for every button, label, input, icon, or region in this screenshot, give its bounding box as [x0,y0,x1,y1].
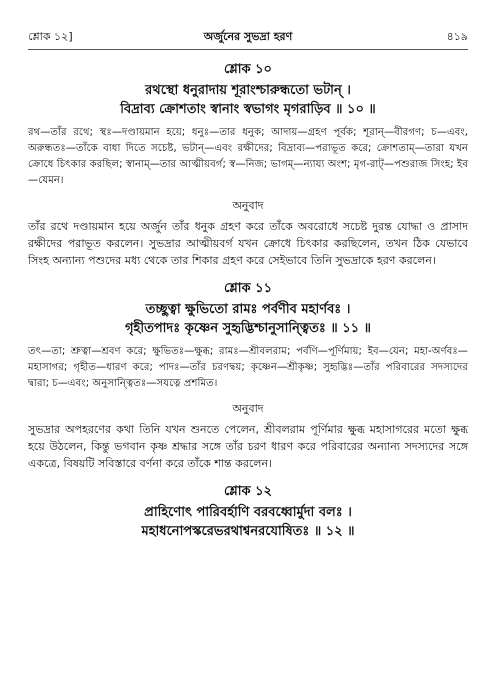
verse-10-translation-title: অনুবাদ [232,199,264,212]
verse-11-title: শ্লোক ১১ [223,281,273,296]
verse-11-translation: সুভদ্রার অপহরণের কথা তিনি যখন শুনতে পেলেন, শ্রীবলরাম পূর্ণিমার ক্ষুব্ধ মহাসাগরের মতো ক্ষুব্ধ হয়ে উঠলেন, কিন্তু ভগবান কৃষ্ণ শ্রদ্ধার সঙ্গে তাঁর চরণ ধারণ করে পরিবারের অন্যান্য সদস্যদের সঙ্গে একত্রে, বিষয়টি সবিস্তারে বর্ণনা করে তাঁকে শান্ত করলেন। [28,423,468,470]
verse-10-synonyms: রথ—তাঁর রথে; স্থঃ—দণ্ডায়মান হয়ে; ধনুঃ—তার ধনুক; আদায়—গ্রহণ পূর্বক; শূরান্—বীরগণ; চ—এবং, অরুন্ধতঃ—তাঁকে বাধা দিতে সচেষ্ট, ভটান্—এবং রক্ষীদের; বিদ্রাব্য—পরাভূত করে; ক্রোশতাম্—তারা যখন ক্রোধে চিৎকার করছিল; স্বানাম্—তার আত্মীয়বর্গ; স্ব—নিজ; ভাগম্—ন্যায্য অংশ; মৃগ-রাট্—পশুরাজ সিংহ; ইব—যেমন। [28,127,468,186]
verse-11-translation-title: অনুবাদ [232,402,264,415]
header-page-number: ৪১৯ [446,30,468,43]
verse-10-translation: তাঁর রথে দণ্ডায়মান হয়ে অর্জুন তাঁর ধনুক গ্রহণ করে তাঁকে অবরোধে সচেষ্ট দুরন্ত যোদ্ধা ও প্রাসাদ রক্ষীদের পরাভূত করলেন। সুভদ্রার আত্মীয়বর্গ যখন ক্রোধে চিৎকার করছিলেন, তখন ঠিক যেভাবে সিংহ অন্যান্য পশুদের মধ্য থেকে তার শিকার গ্রহণ করে সেইভাবে তিনি সুভদ্রাকে হরণ করলেন। [28,220,468,267]
verse-10-line-2: বিদ্রাব্য ক্রোশতাং স্বানাং স্বভাগং মৃগরাড়িব ॥ ১০ ॥ [120,102,376,117]
verse-11-synonyms: তৎ—তা; শ্রুত্বা—শ্রবণ করে; ক্ষুভিতঃ—ক্ষুব্ধ; রামঃ—শ্রীবলরাম; পর্বণি—পূর্ণিমায়; ইব—যেন; মহা-অর্ণবঃ—মহাসাগর; গৃহীত—ধারণ করে; পাদঃ—তাঁর চরণদ্বয়; কৃষ্ণেন—শ্রীকৃষ্ণ; সুহৃদ্ভিঃ—তাঁর পরিবারের সদস্যদের দ্বারা; চ—এবং; অনুসান্ত্বিতঃ—সযত্নে প্রশমিত। [28,346,468,389]
page [28,28,468,541]
verse-12-line-2: মহাধনোপস্করেভরথাশ্বনরযোষিতঃ ॥ ১২ ॥ [141,524,355,539]
header-divider [28,49,468,50]
header-chapter-title: অর্জুনের সুভদ্রা হরণ [203,30,293,43]
header-verse-ref: শ্লোক ১২] [28,30,73,43]
verse-10-title: শ্লোক ১০ [223,62,273,77]
verse-12-title: শ্লোক ১২ [223,484,273,499]
verse-11-line-2: গৃহীতপাদঃ কৃষ্ণেন সুহৃদ্ভিশ্চানুসান্ত্বিতঃ ॥ ১১ ॥ [125,321,371,336]
verse-10-line-1: রথস্থো ধনুরাদায় শূরাংশ্চারুন্ধতো ভটান্ । [145,83,351,98]
page-header [28,28,468,46]
verse-12-line-1: প্রাহিণোৎ পারিবর্হাণি বরবধ্বোর্মুদা বলঃ । [144,505,352,520]
verse-11-line-1: তচ্ছুত্বা ক্ষুভিতো রামঃ পর্বণীব মহার্ণবঃ । [145,302,351,317]
